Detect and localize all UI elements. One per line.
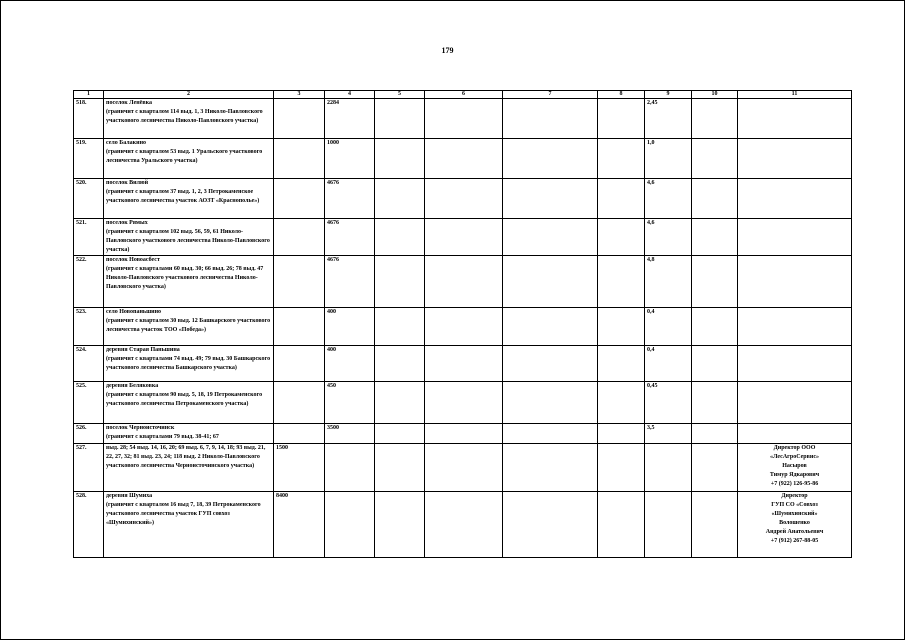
cell-col-8: [598, 424, 645, 444]
cell-col-3: 1500: [274, 444, 325, 492]
cell-col-1: 526.: [74, 424, 104, 444]
cell-col-10: [692, 256, 738, 308]
cell-col-6: [425, 346, 503, 382]
cell-col-9: 3,5: [645, 424, 692, 444]
cell-col-11: [738, 424, 852, 444]
cell-col-6: [425, 256, 503, 308]
cell-col-3: [274, 99, 325, 139]
cell-col-5: [375, 219, 425, 256]
cell-col-10: [692, 424, 738, 444]
cell-col-11: [738, 99, 852, 139]
cell-col-9: 0,4: [645, 308, 692, 346]
cell-col-8: [598, 346, 645, 382]
col-header-8: 8: [598, 91, 645, 99]
cell-col-8: [598, 444, 645, 492]
cell-col-11: [738, 346, 852, 382]
cell-col-1: 523.: [74, 308, 104, 346]
cell-col-1: 524.: [74, 346, 104, 382]
cell-col-8: [598, 308, 645, 346]
cell-col-8: [598, 492, 645, 558]
col-header-9: 9: [645, 91, 692, 99]
cell-col-8: [598, 219, 645, 256]
cell-col-5: [375, 492, 425, 558]
table-row: [74, 99, 852, 139]
cell-col-2: село Балакино (граничит с кварталом 53 выд. 1 Уральского участкового лесничества Уральского участка): [104, 139, 274, 179]
col-header-4: 4: [325, 91, 375, 99]
cell-col-6: [425, 382, 503, 424]
cell-col-2: поселок Новоасбест (граничит с кварталами 60 выд. 30; 66 выд. 26; 78 выд. 47 Николо-Павловского участкового лесничества Николо-Павловского участка): [104, 256, 274, 308]
cell-col-6: [425, 492, 503, 558]
cell-col-10: [692, 382, 738, 424]
cell-col-10: [692, 99, 738, 139]
cell-col-7: [503, 424, 598, 444]
cell-col-7: [503, 492, 598, 558]
cell-col-5: [375, 424, 425, 444]
cell-col-8: [598, 382, 645, 424]
table-body: [74, 99, 852, 558]
cell-col-5: [375, 308, 425, 346]
cell-col-2: деревня Шумиха (граничит с кварталом 16 выд 7, 18, 39 Петрокаменского участкового лесничества участок ГУП совхоз «Шумихинский»): [104, 492, 274, 558]
cell-col-4: 450: [325, 382, 375, 424]
cell-col-8: [598, 179, 645, 219]
page-number: 179: [441, 46, 454, 55]
col-header-6: 6: [425, 91, 503, 99]
cell-col-3: 8400: [274, 492, 325, 558]
cell-col-4: [325, 444, 375, 492]
cell-col-6: [425, 99, 503, 139]
col-header-2: 2: [104, 91, 274, 99]
cell-col-8: [598, 256, 645, 308]
cell-col-1: 518.: [74, 99, 104, 139]
cell-col-4: 4676: [325, 219, 375, 256]
cell-col-6: [425, 424, 503, 444]
cell-col-4: 4676: [325, 179, 375, 219]
cell-col-3: [274, 139, 325, 179]
cell-col-11: Директор ГУП СО «Совхоз «Шумихинский» Волошенко Андрей Анатольевич +7 (912) 267-88-05: [738, 492, 852, 558]
cell-col-11: [738, 382, 852, 424]
col-header-7: 7: [503, 91, 598, 99]
cell-col-9: 2,45: [645, 99, 692, 139]
cell-col-10: [692, 308, 738, 346]
cell-col-5: [375, 256, 425, 308]
cell-col-10: [692, 139, 738, 179]
table-row: [74, 424, 852, 444]
cell-col-1: 520.: [74, 179, 104, 219]
cell-col-10: [692, 179, 738, 219]
cell-col-11: [738, 179, 852, 219]
cell-col-1: 519.: [74, 139, 104, 179]
cell-col-10: [692, 444, 738, 492]
cell-col-7: [503, 346, 598, 382]
cell-col-9: [645, 492, 692, 558]
cell-col-4: 400: [325, 346, 375, 382]
cell-col-10: [692, 219, 738, 256]
table-row: [74, 346, 852, 382]
cell-col-4: 2284: [325, 99, 375, 139]
cell-col-11: [738, 139, 852, 179]
cell-col-6: [425, 308, 503, 346]
cell-col-6: [425, 139, 503, 179]
cell-col-11: [738, 256, 852, 308]
cell-col-6: [425, 444, 503, 492]
cell-col-6: [425, 219, 503, 256]
cell-col-2: поселок Ленёвка (граничит с кварталом 114 выд. 1, 3 Николо-Павловского участкового лесничества Николо-Павловского участка): [104, 99, 274, 139]
cell-col-3: [274, 219, 325, 256]
cell-col-3: [274, 346, 325, 382]
cell-col-10: [692, 492, 738, 558]
cell-col-10: [692, 346, 738, 382]
cell-col-7: [503, 179, 598, 219]
cell-col-3: [274, 256, 325, 308]
cell-col-2: поселок Черноисточинск (граничит с кварталами 79 выд. 38-41; 67: [104, 424, 274, 444]
cell-col-3: [274, 382, 325, 424]
cell-col-3: [274, 179, 325, 219]
cell-col-2: поселок Рямых (граничит с кварталом 102 выд. 56, 59, 61 Николо-Павловского участкового лесничества Николо-Павловского участка): [104, 219, 274, 256]
cell-col-7: [503, 308, 598, 346]
cell-col-7: [503, 256, 598, 308]
cell-col-2: деревня Старая Паньшина (граничит с кварталами 74 выд. 49; 79 выд. 30 Башкарского участкового лесничества Башкарского участка): [104, 346, 274, 382]
cell-col-9: 4,8: [645, 256, 692, 308]
table-row: [74, 256, 852, 308]
cell-col-11: [738, 219, 852, 256]
cell-col-9: 1,0: [645, 139, 692, 179]
table-row: [74, 139, 852, 179]
cell-col-4: 1000: [325, 139, 375, 179]
cell-col-4: 3500: [325, 424, 375, 444]
cell-col-4: [325, 492, 375, 558]
cell-col-5: [375, 346, 425, 382]
cell-col-7: [503, 99, 598, 139]
cell-col-3: [274, 424, 325, 444]
col-header-3: 3: [274, 91, 325, 99]
cell-col-3: [274, 308, 325, 346]
cell-col-11: Директор ООО «ЛесАгроСервис» Насыров Тимур Ядкарович +7 (922) 126-95-86: [738, 444, 852, 492]
cell-col-5: [375, 382, 425, 424]
cell-col-8: [598, 139, 645, 179]
cell-col-5: [375, 99, 425, 139]
table-row: [74, 219, 852, 256]
cell-col-7: [503, 444, 598, 492]
cell-col-5: [375, 139, 425, 179]
cell-col-9: 0,4: [645, 346, 692, 382]
cell-col-1: 528.: [74, 492, 104, 558]
cell-col-7: [503, 139, 598, 179]
cell-col-7: [503, 382, 598, 424]
col-header-10: 10: [692, 91, 738, 99]
cell-col-1: 522.: [74, 256, 104, 308]
cell-col-9: 4,6: [645, 219, 692, 256]
table-row: [74, 382, 852, 424]
cell-col-6: [425, 179, 503, 219]
cell-col-5: [375, 444, 425, 492]
cell-col-2: деревня Беляковка (граничит с кварталом 90 выд. 5, 18, 19 Петрокаменского участкового лесничества Петрокаменского участка): [104, 382, 274, 424]
cell-col-9: [645, 444, 692, 492]
header-row: [74, 91, 852, 99]
cell-col-5: [375, 179, 425, 219]
col-header-11: 11: [738, 91, 852, 99]
cell-col-11: [738, 308, 852, 346]
document-table: [73, 90, 852, 558]
cell-col-4: 4676: [325, 256, 375, 308]
cell-col-4: 400: [325, 308, 375, 346]
cell-col-1: 525.: [74, 382, 104, 424]
cell-col-7: [503, 219, 598, 256]
cell-col-1: 521.: [74, 219, 104, 256]
col-header-5: 5: [375, 91, 425, 99]
table-row: [74, 492, 852, 558]
table-row: [74, 444, 852, 492]
cell-col-2: село Новопаньшино (граничит с кварталом 30 выд. 12 Башкарского участкового лесничества участок ТОО «Победа»): [104, 308, 274, 346]
cell-col-8: [598, 99, 645, 139]
cell-col-9: 4,6: [645, 179, 692, 219]
cell-col-2: поселок Вилюй (граничит с кварталом 37 выд. 1, 2, 3 Петрокаменское участкового лесничества участок АОЗТ «Краснополье»): [104, 179, 274, 219]
table-row: [74, 179, 852, 219]
cell-col-2: выд. 28; 54 выд. 14, 16, 20; 69 выд. 6, 7, 9, 14, 18; 93 выд. 21, 22, 27, 32; 81 выд. 23, 24; 118 выд. 2 Николо-Павловского участкового лесничества Черноисточинского участка): [104, 444, 274, 492]
cell-col-1: 527.: [74, 444, 104, 492]
cell-col-9: 0,45: [645, 382, 692, 424]
table-row: [74, 308, 852, 346]
col-header-1: 1: [74, 91, 104, 99]
